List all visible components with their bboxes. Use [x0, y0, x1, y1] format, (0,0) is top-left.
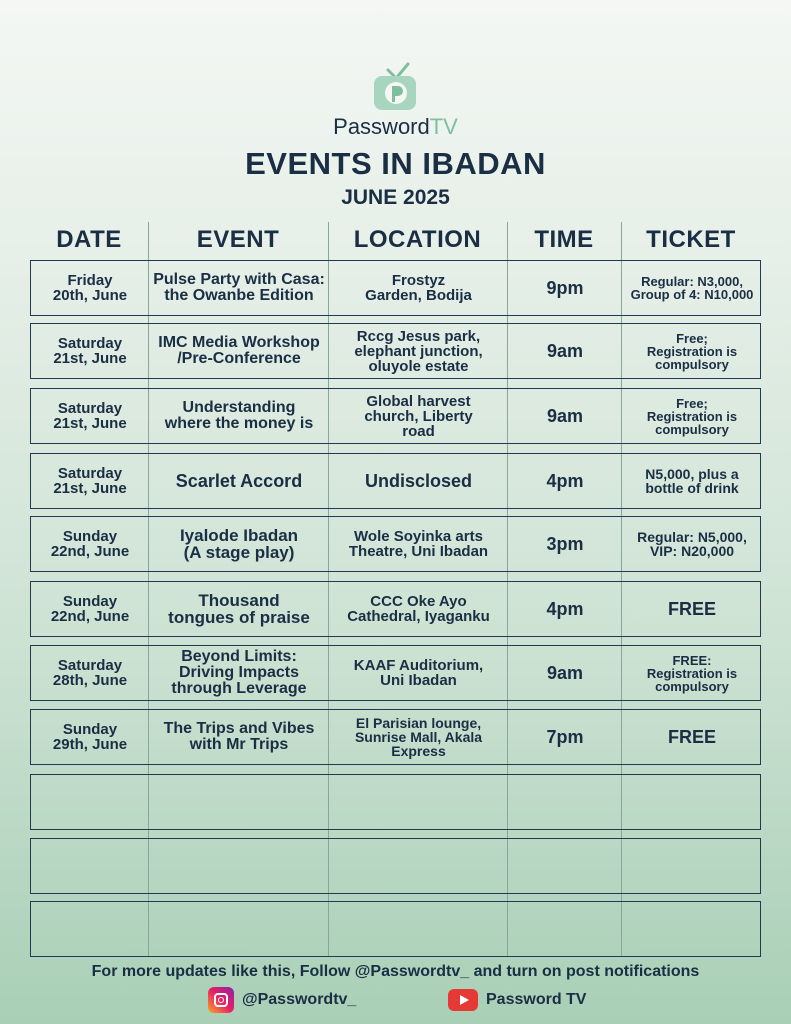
table-row [30, 516, 761, 572]
page-subtitle: JUNE 2025 [341, 186, 450, 209]
tv-logo-icon [372, 62, 418, 112]
event-ticket: Free; Registration is compulsory [646, 330, 738, 372]
event-time: 9am [546, 406, 584, 426]
event-location: Rccg Jesus park, elephant junction, oluyole estate [354, 327, 483, 375]
event-ticket: Free; Registration is compulsory [646, 395, 738, 437]
event-ticket: Regular: N5,000, VIP: N20,000 [637, 529, 747, 559]
instagram-link[interactable] [208, 986, 356, 1014]
event-date: Saturday 21st, June [53, 465, 127, 497]
table-row [30, 645, 761, 701]
table-row [30, 453, 761, 509]
empty-table-row [30, 774, 761, 830]
event-location: KAAF Auditorium, Uni Ibadan [353, 657, 484, 689]
event-location: Global harvest church, Liberty road [364, 392, 473, 440]
empty-table-row [30, 901, 761, 957]
event-date: Sunday 22nd, June [50, 593, 130, 625]
page-title: EVENTS IN IBADAN [245, 146, 546, 181]
table-row [30, 581, 761, 637]
event-name: Iyalode Ibadan (A stage play) [179, 526, 299, 562]
youtube-icon [448, 989, 478, 1011]
youtube-channel: Password TV [486, 991, 587, 1008]
event-name: The Trips and Vibes with Mr Trips [163, 720, 315, 753]
event-ticket: FREE: Registration is compulsory [646, 652, 738, 694]
event-time: 9am [546, 341, 584, 361]
instagram-handle: @Passwordtv_ [242, 991, 357, 1008]
table-row [30, 709, 761, 765]
youtube-link[interactable] [448, 986, 586, 1014]
header-time: TIME [534, 226, 594, 253]
table-row [30, 323, 761, 379]
event-location: El Parisian lounge, Sunrise Mall, Akala Express [354, 715, 483, 759]
instagram-icon [208, 987, 234, 1013]
event-date: Sunday 22nd, June [50, 528, 130, 560]
event-time: 4pm [546, 471, 584, 491]
event-location: Wole Soyinka arts Theatre, Uni Ibadan [348, 528, 489, 560]
header-ticket: TICKET [646, 226, 736, 253]
event-ticket: N5,000, plus a bottle of drink [645, 466, 739, 496]
event-name: Scarlet Accord [175, 471, 303, 491]
event-date: Saturday 21st, June [53, 335, 127, 367]
empty-table-row [30, 838, 761, 894]
event-name: Understanding where the money is [164, 399, 314, 432]
event-time: 7pm [546, 727, 584, 747]
header-location: LOCATION [353, 226, 482, 253]
event-location: Undisclosed [364, 471, 473, 491]
event-time: 9am [546, 663, 584, 683]
header-event: EVENT [196, 226, 280, 253]
event-name: Thousand tongues of praise [168, 591, 310, 627]
event-date: Friday 20th, June [52, 272, 128, 304]
table-row [30, 388, 761, 444]
event-name: Beyond Limits: Driving Impacts through Leverage [171, 648, 307, 697]
event-ticket: Regular: N3,000, Group of 4: N10,000 [630, 274, 754, 302]
event-time: 9pm [546, 278, 584, 298]
event-time: 3pm [546, 534, 584, 554]
event-location: Frostyz Garden, Bodija [365, 272, 472, 304]
event-ticket: FREE [667, 727, 716, 747]
event-date: Sunday 29th, June [52, 721, 128, 753]
footer-text: For more updates like this, Follow @Passwordtv_ and turn on post notifications [91, 963, 700, 980]
table-row [30, 260, 761, 316]
event-location: CCC Oke Ayo Cathedral, Iyaganku [347, 593, 490, 625]
event-date: Saturday 28th, June [52, 657, 128, 689]
event-ticket: FREE [667, 599, 716, 619]
event-name: IMC Media Workshop /Pre-Conference [158, 334, 320, 367]
header-date: DATE [56, 226, 122, 253]
event-time: 4pm [546, 599, 584, 619]
event-date: Saturday 21st, June [53, 400, 127, 432]
event-name: Pulse Party with Casa: the Owanbe Edition [153, 271, 325, 304]
brand-name: PasswordTV [333, 114, 458, 139]
